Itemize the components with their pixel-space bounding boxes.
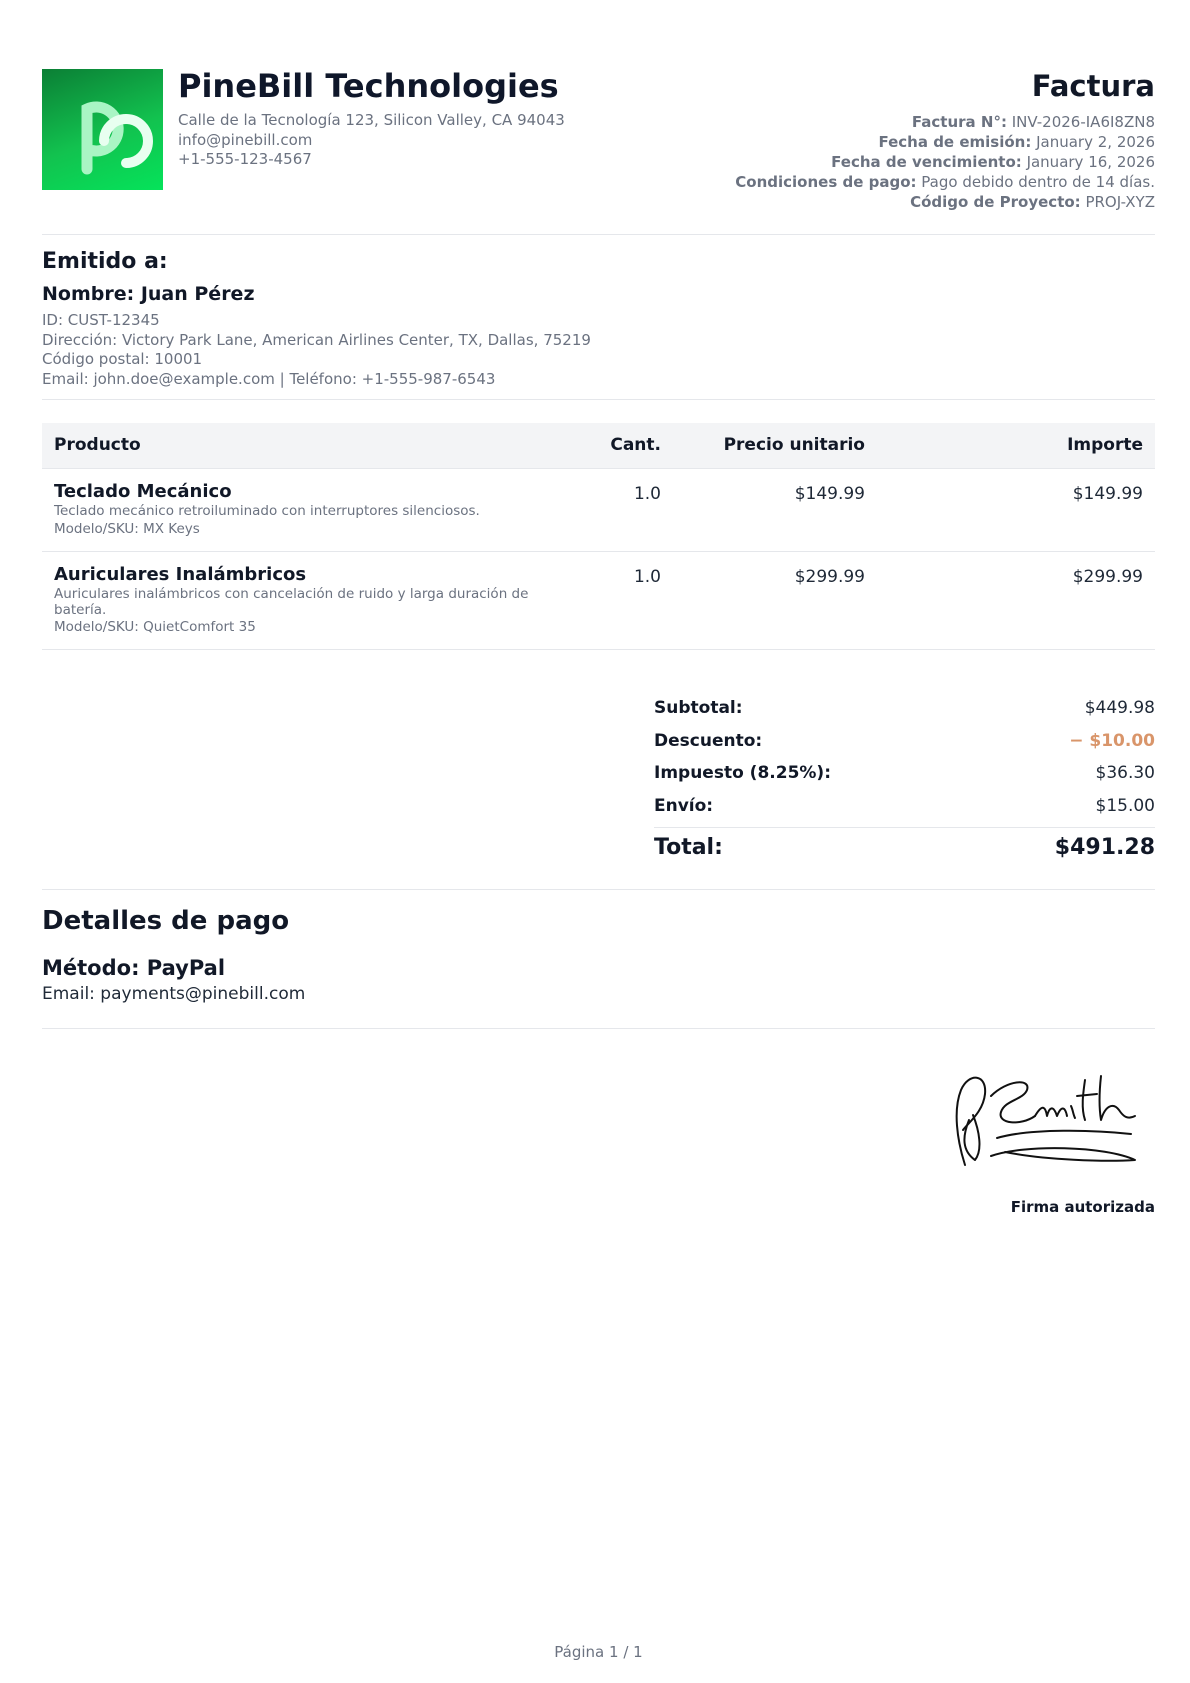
company-address: Calle de la Tecnología 123, Silicon Valley, CA 94043 [178,111,565,129]
product-sku: Modelo/SKU: QuietComfort 35 [54,619,256,635]
invoice-number: Factura N°: INV-2026-IA6I8ZN8 [911,113,1155,131]
divider [42,1028,1155,1029]
total-row [654,827,1155,868]
column-header-unit-price: Precio unitario [723,435,865,455]
discount-label: Descuento: [654,730,763,751]
invoice-page [42,0,1155,1683]
billed-to-title: Emitido a: [42,249,168,274]
company-email: info@pinebill.com [178,130,313,149]
invoice-title: Factura [1031,69,1155,103]
qty-cell: 1.0 [633,484,661,504]
tax-value: $36.30 [1095,763,1155,783]
items-table [42,423,1155,650]
qty-cell: 1.0 [633,567,661,587]
shipping-value: $15.00 [1095,795,1155,816]
billed-to [42,248,591,389]
unit-price-cell: $149.99 [794,484,865,504]
product-description: Teclado mecánico retroiluminado con interruptores silenciosos. [54,503,480,519]
customer-id: ID: CUST-12345 [42,311,160,329]
discount-row [654,727,1155,760]
page-number: Página 1 / 1 [554,1643,643,1661]
product-cell [54,481,534,539]
product-name: Teclado Mecánico [54,481,232,502]
amount-cell: $149.99 [1072,484,1143,504]
pinebill-logo-icon [42,69,163,190]
invoice-header [735,66,1155,212]
column-header-qty: Cant. [610,435,661,455]
customer-name: Nombre: Juan Pérez [42,283,255,305]
company-name: PineBill Technologies [178,67,559,105]
subtotal-row [654,694,1155,727]
tax-label: Impuesto (8.25%): [654,763,831,783]
customer-address: Dirección: Victory Park Lane, American Airlines Center, TX, Dallas, 75219 [42,330,591,349]
tax-row [654,759,1155,792]
signature-icon [935,1060,1155,1170]
subtotal-label: Subtotal: [654,698,743,718]
column-header-product: Producto [54,435,141,455]
discount-value: − $10.00 [1069,730,1155,751]
table-row [42,469,1155,552]
table-row [42,552,1155,650]
total-value: $491.28 [1054,835,1155,860]
payment-details [42,904,305,1006]
company-phone: +1-555-123-4567 [178,150,312,168]
unit-price-cell: $299.99 [794,567,865,587]
column-header-amount: Importe [1067,435,1143,455]
customer-postal-code: Código postal: 10001 [42,350,203,368]
total-label: Total: [654,835,723,860]
product-cell [54,564,534,637]
company-info [178,66,565,170]
invoice-meta [735,112,1155,212]
shipping-label: Envío: [654,795,714,816]
project-code: Código de Proyecto: PROJ-XYZ [910,193,1155,211]
issue-date: Fecha de emisión: January 2, 2026 [878,133,1155,151]
due-date: Fecha de vencimiento: January 16, 2026 [831,153,1155,171]
shipping-row [654,792,1155,825]
signature-image [935,1060,1155,1170]
product-sku: Modelo/SKU: MX Keys [54,520,200,537]
payment-title: Detalles de pago [42,906,290,936]
customer-contact: Email: john.doe@example.com | Teléfono: +1-555-987-6543 [42,369,496,388]
table-header [42,423,1155,469]
product-name: Auriculares Inalámbricos [54,564,307,585]
signature-label: Firma autorizada [1010,1198,1155,1216]
divider [42,234,1155,235]
payment-terms: Condiciones de pago: Pago debido dentro de 14 días. [735,173,1155,191]
company-logo [42,69,163,190]
payment-email: Email: payments@pinebill.com [42,984,306,1004]
divider [42,889,1155,890]
subtotal-value: $449.98 [1084,698,1155,718]
totals-block [654,694,1155,868]
divider [42,399,1155,400]
amount-cell: $299.99 [1072,567,1143,587]
payment-method: Método: PayPal [42,956,226,980]
product-description: Auriculares inalámbricos con cancelación de ruido y larga duración de batería. [54,586,529,618]
